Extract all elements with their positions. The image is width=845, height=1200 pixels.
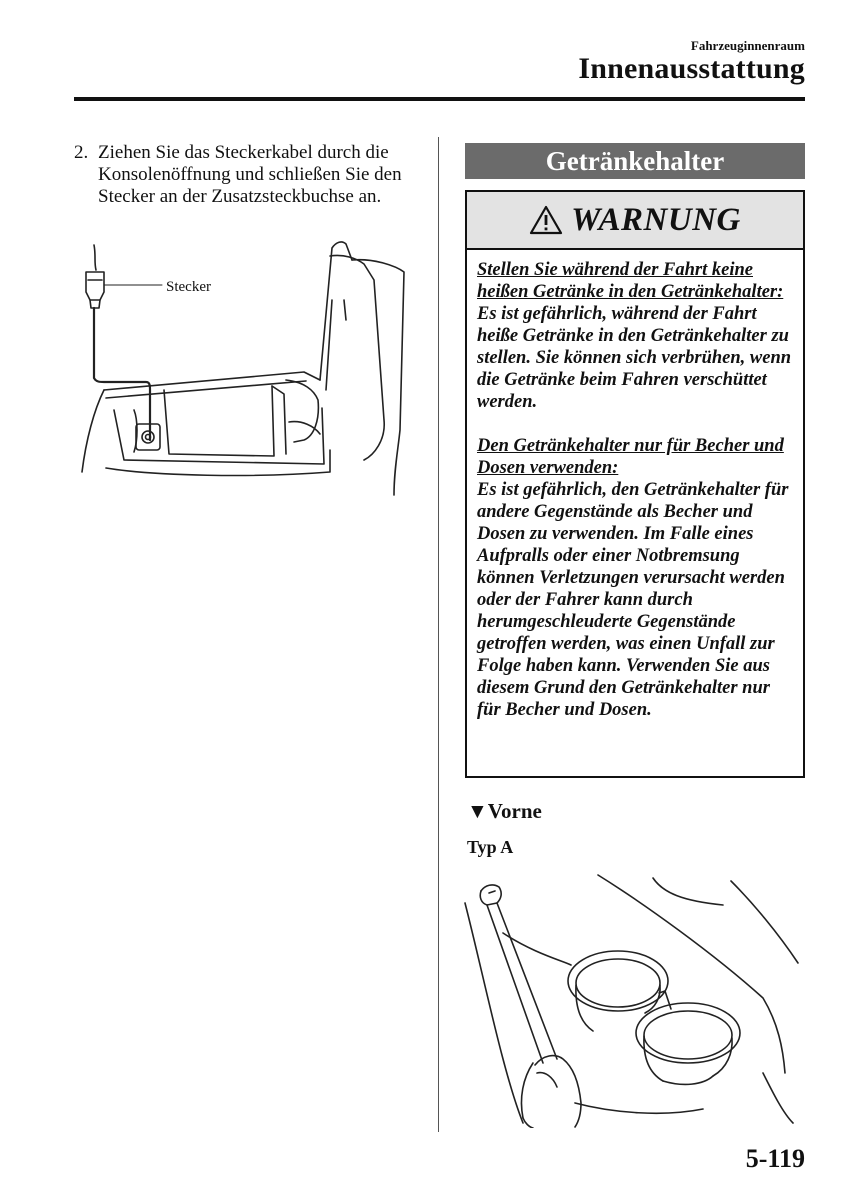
warning-block [477,259,793,413]
section-title-bar: Getränkehalter [465,143,805,179]
warning-triangle-icon [529,205,563,235]
subsection-heading: ▼Vorne [467,799,542,823]
page-title: Innenausstattung [578,52,805,85]
step-text: Ziehen Sie das Steckerkabel durch die Konsolenöffnung und schließen Sie den Stecker an der Zusatzsteckbuchse an. [98,142,402,207]
warning-box [465,190,805,778]
warning-text: Es ist gefährlich, den Getränkehalter für andere Gegenstände als Becher und Dosen zu verwenden. Im Falle eines Aufpralls oder einer Notbremsung können Verletzungen verursacht werden oder der Fahrer kann durch herumgeschleuderte Gegenstände getroffen werden, was einen Unfall zur Folge haben kann. Verwenden Sie aus diesem Grund den Getränkehalter nur für Becher und Dosen. [477,480,789,720]
page-number: 5-119 [745,1144,805,1173]
warning-block [477,435,793,721]
warning-header [467,192,803,250]
warning-body [467,250,803,721]
section-label: Fahrzeuginnenraum [690,38,805,53]
column-divider [438,137,439,1132]
cup-holder-illustration [463,873,803,1128]
step-number: 2. [74,142,89,163]
type-label: Typ A [467,837,514,857]
instruction-step [74,142,414,208]
header-rule [74,97,805,101]
warning-title: WARNUNG [571,201,741,238]
figure-label-stecker: Stecker [166,279,211,295]
warning-heading: Den Getränkehalter nur für Becher und Dosen verwenden: [477,436,784,478]
console-plug-illustration [74,240,414,500]
warning-heading: Stellen Sie während der Fahrt keine heißen Getränke in den Getränkehalter: [477,260,784,302]
warning-text: Es ist gefährlich, während der Fahrt heiße Getränke in den Getränkehalter zu stellen. Sie können sich verbrühen, wenn die Getränke beim Fahren verschüttet werden. [477,304,792,412]
